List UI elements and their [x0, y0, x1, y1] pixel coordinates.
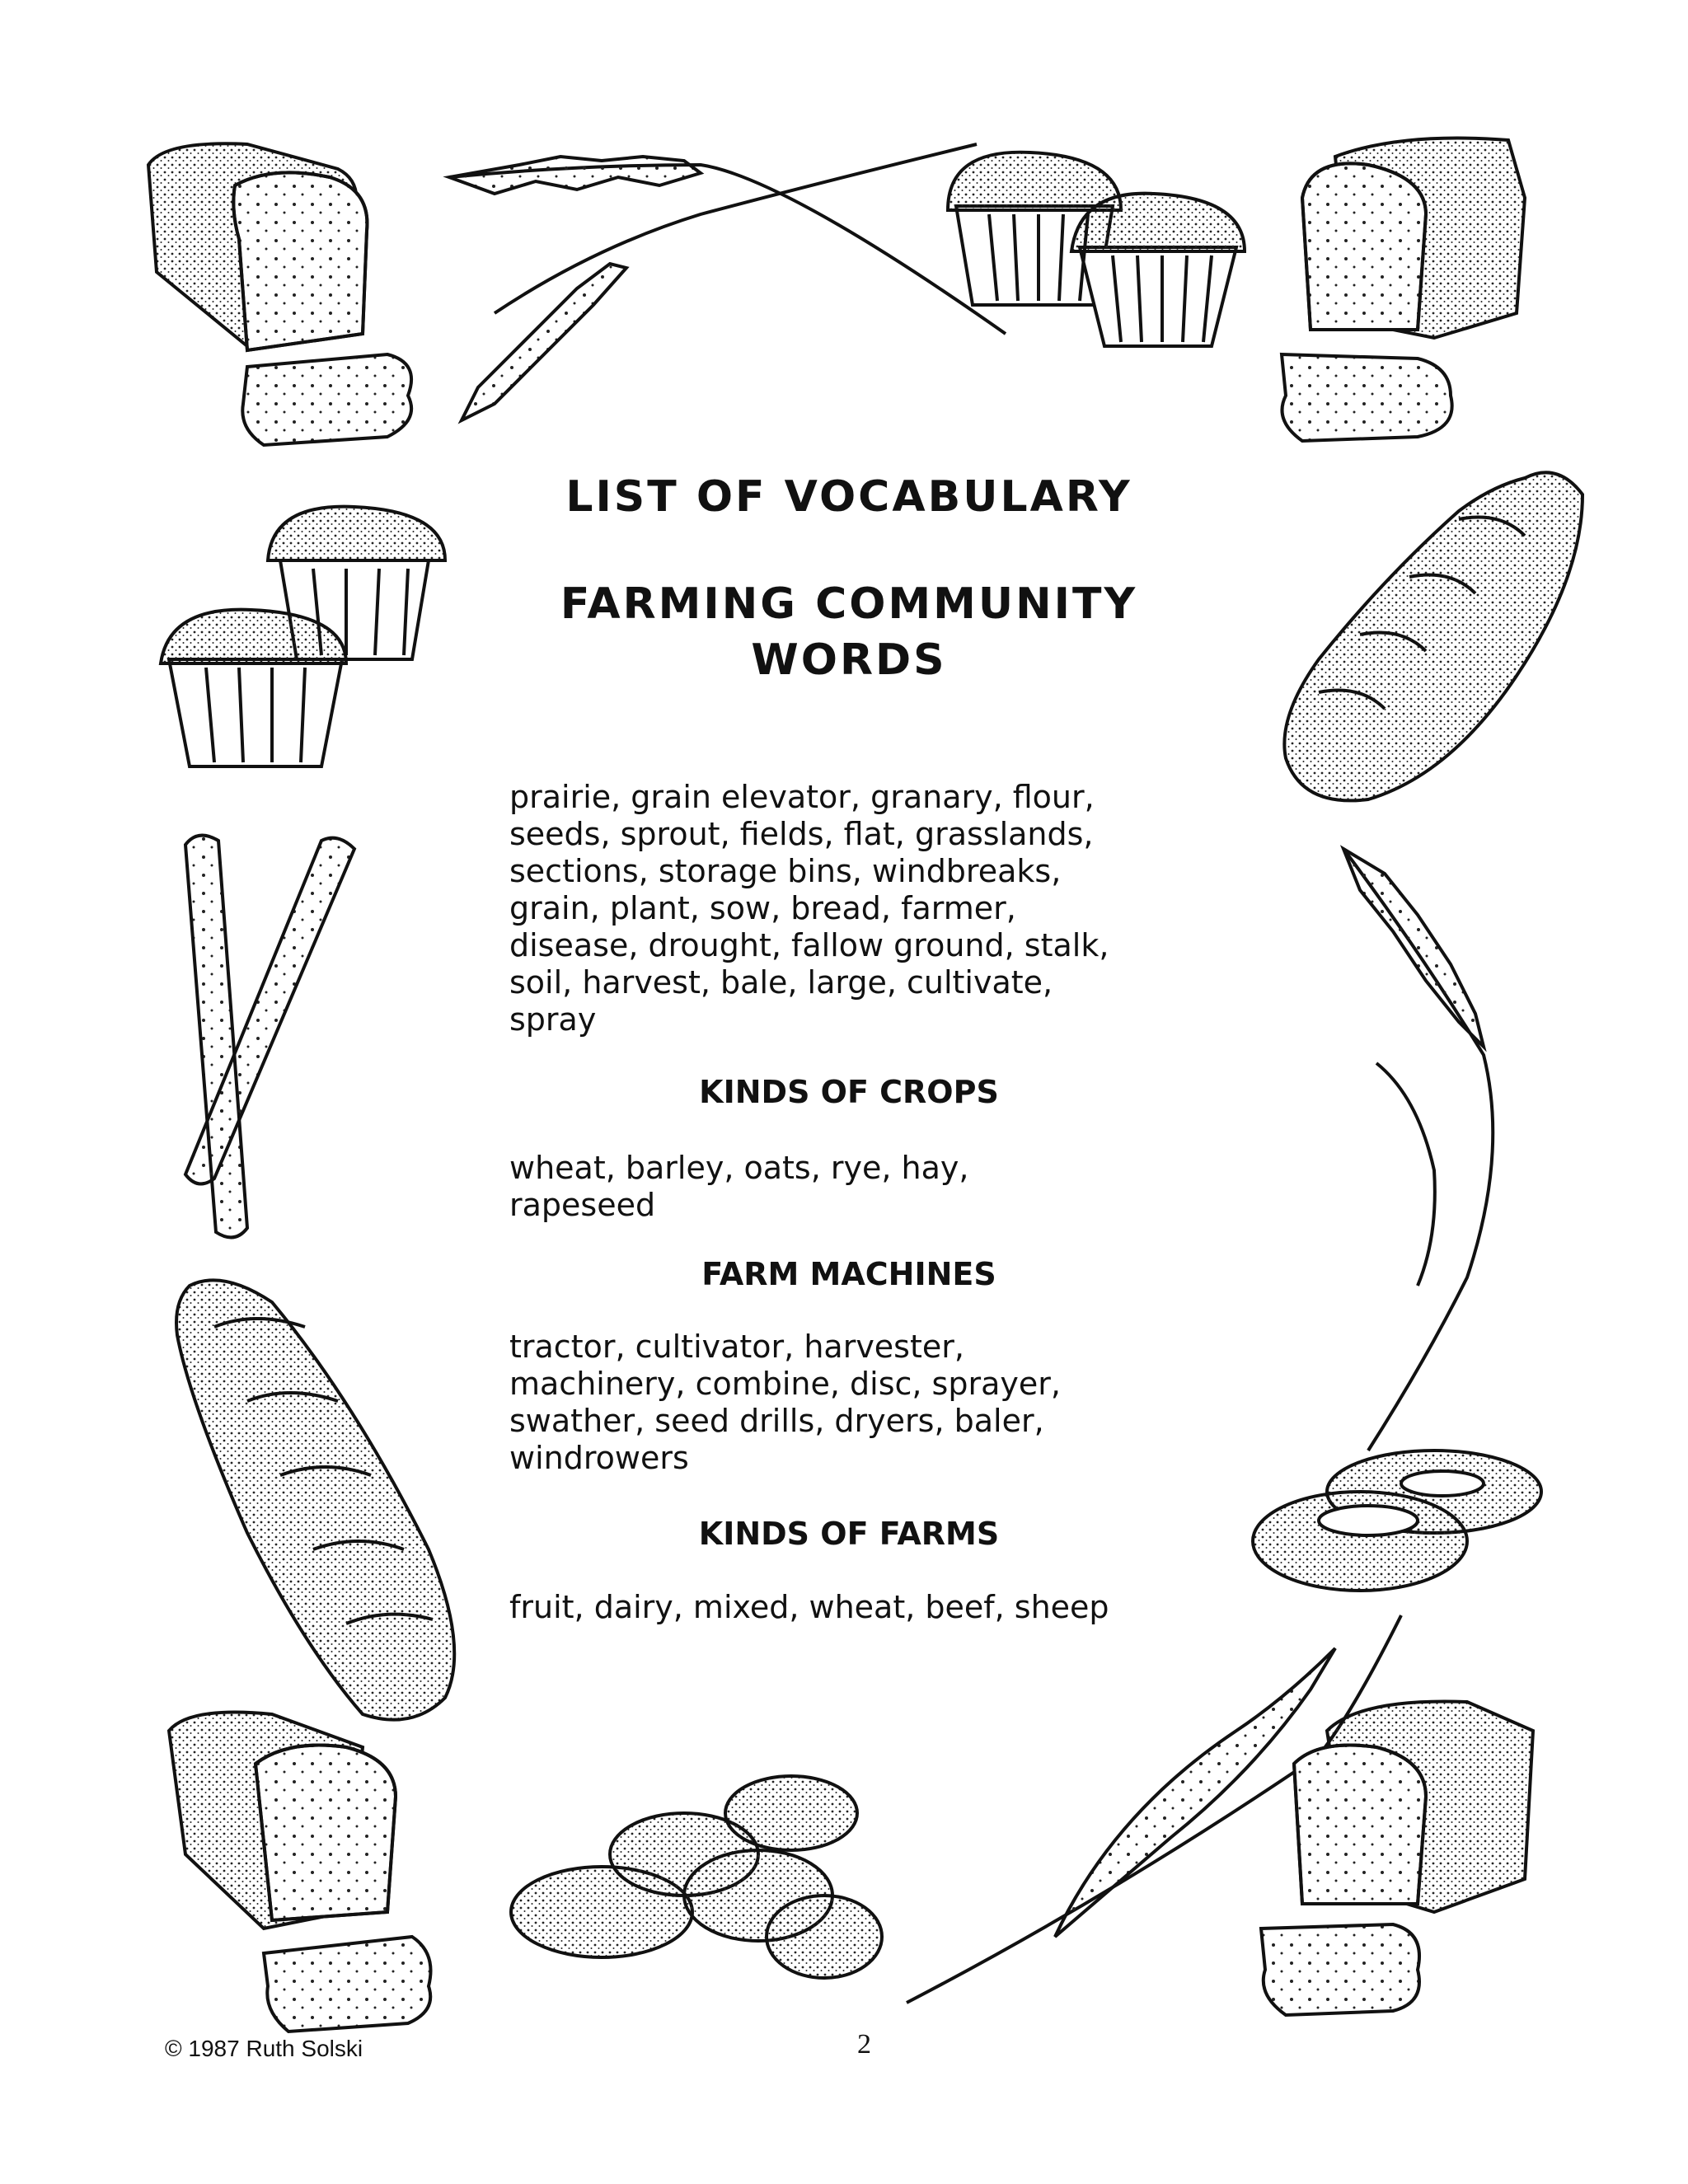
bread-loaf-icon — [1282, 138, 1525, 442]
machines-heading: FARM MACHINES — [701, 1256, 996, 1292]
wheat-stalk-icon — [449, 144, 1006, 420]
machines-words-list: tractor, cultivator, harvester, machinery, combine, disc, sprayer, swather, seed drills, dryers, baler, windrowers — [509, 1329, 1061, 1476]
farms-words-list: fruit, dairy, mixed, wheat, beef, sheep — [509, 1589, 1109, 1625]
copyright-notice: © 1987 Ruth Solski — [165, 2036, 363, 2061]
page-title: LIST OF VOCABULARY — [565, 472, 1132, 522]
page-number: 2 — [857, 2029, 871, 2060]
wheat-stalk-icon — [1343, 849, 1493, 1451]
french-bread-icon — [1284, 472, 1582, 800]
braided-bun-icon — [511, 1776, 882, 1978]
crops-heading: KINDS OF CROPS — [699, 1074, 999, 1110]
muffin-icon — [948, 152, 1245, 346]
bread-loaf-icon — [169, 1713, 431, 2032]
section-title-line1: FARMING COMMUNITY — [560, 579, 1138, 629]
bagel-icon — [1253, 1451, 1541, 1591]
farms-heading: KINDS OF FARMS — [698, 1516, 1000, 1552]
community-words-list: prairie, grain elevator, granary, flour, seeds, sprout, fields, flat, grasslands, sections, storage bins, windbreaks, grain, plant, sow, bread, farmer, disease, drought, fallow ground, stalk, soil, harvest, bale, large, cultivate, spray — [509, 779, 1109, 1038]
bread-stick-icon — [185, 836, 354, 1238]
bread-loaf-icon — [1261, 1701, 1533, 2015]
muffin-icon — [161, 507, 445, 766]
section-title-line2: WORDS — [751, 635, 947, 685]
french-bread-icon — [176, 1280, 454, 1719]
crops-words-list: wheat, barley, oats, rye, hay, rapeseed — [509, 1150, 969, 1223]
bread-loaf-icon — [148, 143, 411, 445]
